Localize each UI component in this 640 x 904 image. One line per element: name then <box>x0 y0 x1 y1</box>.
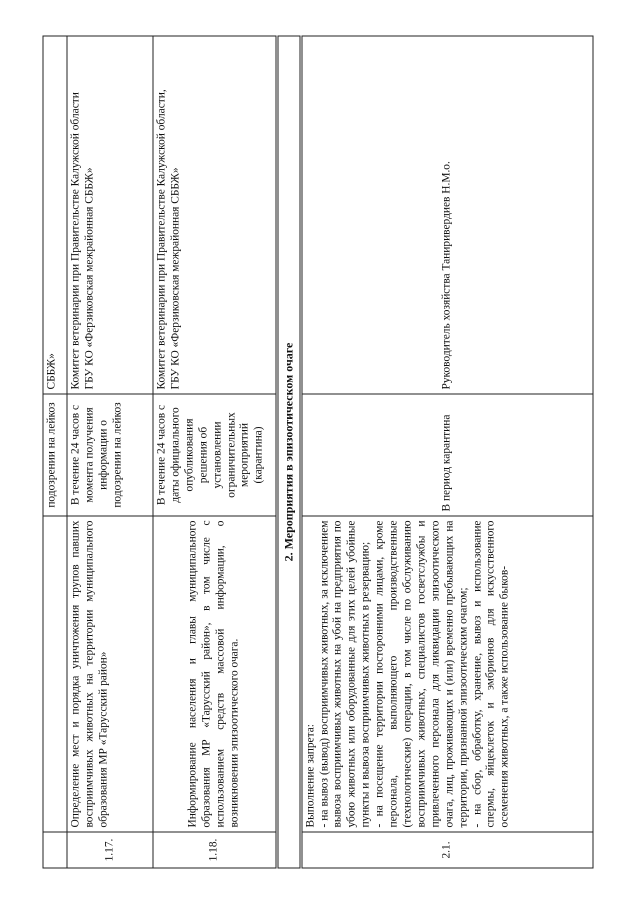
responsible-cell: СББЖ» <box>43 36 67 394</box>
table-row <box>153 36 277 868</box>
deadline-cell: В период карантина <box>301 394 593 516</box>
section-title: 2. Мероприятия в эпизоотическом очаге <box>277 36 301 868</box>
measure-bullet: - на вывоз (вывод) восприимчивых животных, за исключением вывоза восприимчивых животных на убой на предприятия по убою животных или оборудованные для этих целей убойные пункты и вывоза восприимчивых животных в резервацию; <box>318 520 372 827</box>
row-number: 1.17. <box>67 832 153 868</box>
measure-cell: Определение мест и порядка уничтожения трупов павших восприимчивых животных на территории муниципального образования МР «Тарусский район» <box>67 516 153 832</box>
measure-cell <box>301 516 593 832</box>
row-number <box>43 832 67 868</box>
table-row <box>43 36 67 868</box>
row-number: 2.1. <box>301 832 593 868</box>
responsible-cell <box>67 36 153 394</box>
table-row <box>67 36 153 868</box>
document-page <box>43 36 598 868</box>
deadline-cell: В течение 24 часов с даты официального опубликования решения об установлении ограничительных мероприятий (карантина) <box>153 394 277 516</box>
responsible-cell: Руководитель хозяйства Таниривердиев Н.М.о. <box>301 36 593 394</box>
section-row <box>277 36 301 868</box>
responsible-cell <box>153 36 277 394</box>
measure-cell: Информирование населения и главы муниципального образования МР «Тарусский район», в том числе с использованием средств массовой информации, о возникновении эпизоотического очага. <box>153 516 277 832</box>
row-number: 1.18. <box>153 832 277 868</box>
responsible-line: ГБУ КО «Ферзиковская межрайонная СББЖ» <box>83 166 96 389</box>
table-row <box>301 36 593 868</box>
measure-intro: Выполнение запрета: <box>304 723 317 827</box>
measure-bullet: - на сбор, обработку, хранение, вывоз и использование спермы, яйцеклеток и эмбрионов для искусственного осеменения животных, а также использование быков- <box>471 520 511 827</box>
deadline-cell: подозрении на лейкоз <box>43 394 67 516</box>
responsible-line: Комитет ветеринарии при Правительстве Калужской области, <box>155 88 168 389</box>
measure-cell <box>43 516 67 832</box>
measures-table <box>43 35 594 868</box>
measure-bullet: - на посещение территории посторонними лицами, кроме персонала, выполняющего производственные (технологические) операции, в том числе по обслуживанию восприимчивых животных, специалистов госветслужбы и привлеченного персонала для ликвидации эпизоотического очага, лиц, проживающих и (или) временно пребывающих на территории, признанной эпизоотическим очагом; <box>373 520 470 827</box>
deadline-cell: В течение 24 часов с момента получения информации о подозрении на лейкоз <box>67 394 153 516</box>
responsible-line: Комитет ветеринарии при Правительстве Калужской области <box>69 91 82 389</box>
responsible-line: ГБУ КО «Ферзиковская межрайонная СББЖ» <box>169 166 182 389</box>
